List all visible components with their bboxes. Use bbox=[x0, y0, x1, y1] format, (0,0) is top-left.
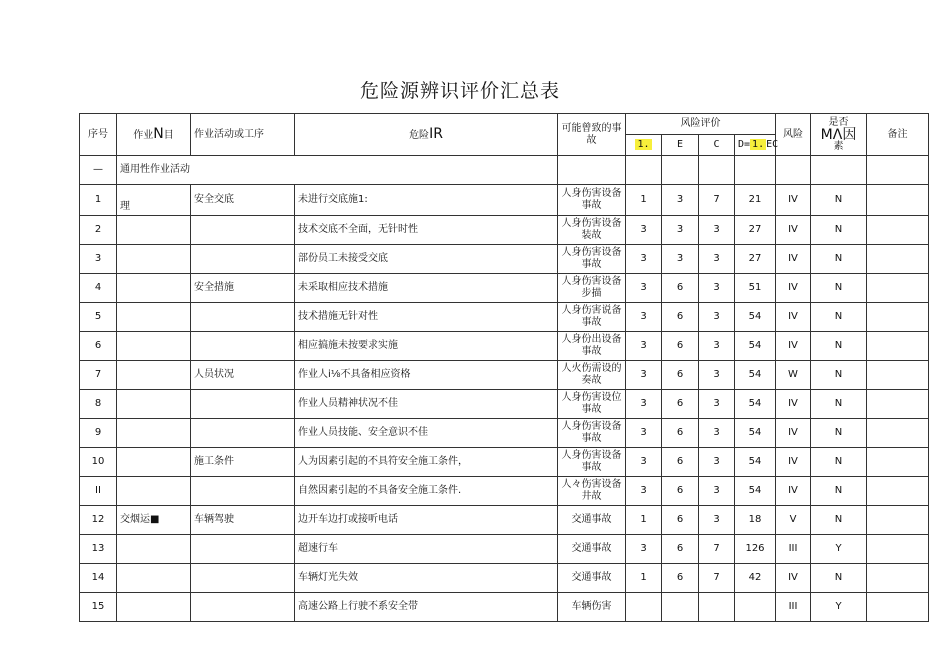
row-l: 3 bbox=[626, 303, 662, 332]
row-major: N bbox=[811, 477, 867, 506]
row-c bbox=[699, 593, 735, 622]
row-activity bbox=[191, 535, 295, 564]
row-activity bbox=[191, 477, 295, 506]
row-activity: 安全措施 bbox=[191, 274, 295, 303]
row-e: 6 bbox=[662, 332, 699, 361]
row-d: 27 bbox=[735, 245, 776, 274]
row-e: 3 bbox=[662, 245, 699, 274]
header-e: E bbox=[662, 135, 699, 156]
row-no: 5 bbox=[80, 303, 117, 332]
row-no: 3 bbox=[80, 245, 117, 274]
row-d: 54 bbox=[735, 332, 776, 361]
row-l: 3 bbox=[626, 535, 662, 564]
row-project bbox=[117, 390, 191, 419]
row-hazard: 作业人员技能、安全意识不佳 bbox=[295, 419, 558, 448]
row-e: 3 bbox=[662, 185, 699, 216]
row-c: 3 bbox=[699, 245, 735, 274]
row-d: 126 bbox=[735, 535, 776, 564]
row-remark bbox=[867, 506, 929, 535]
table-row bbox=[80, 390, 929, 419]
table-row bbox=[80, 303, 929, 332]
row-l: 3 bbox=[626, 274, 662, 303]
row-hazard: 边开车边打或接听电话 bbox=[295, 506, 558, 535]
row-no: 6 bbox=[80, 332, 117, 361]
row-project bbox=[117, 593, 191, 622]
row-e: 6 bbox=[662, 361, 699, 390]
row-major: N bbox=[811, 274, 867, 303]
row-project bbox=[117, 477, 191, 506]
table-row bbox=[80, 274, 929, 303]
table-row bbox=[80, 216, 929, 245]
row-project bbox=[117, 303, 191, 332]
table-row bbox=[80, 419, 929, 448]
row-c: 3 bbox=[699, 390, 735, 419]
row-level: W bbox=[776, 361, 811, 390]
table-row bbox=[80, 361, 929, 390]
row-no: 14 bbox=[80, 564, 117, 593]
row-major: N bbox=[811, 390, 867, 419]
row-l: 1 bbox=[626, 506, 662, 535]
row-d: 54 bbox=[735, 448, 776, 477]
table-row bbox=[80, 593, 929, 622]
row-l: 3 bbox=[626, 477, 662, 506]
row-e: 6 bbox=[662, 506, 699, 535]
row-c: 3 bbox=[699, 216, 735, 245]
row-major: N bbox=[811, 564, 867, 593]
row-project bbox=[117, 245, 191, 274]
header-level: 风险 bbox=[776, 114, 811, 156]
row-level: IV bbox=[776, 185, 811, 216]
row-level: IV bbox=[776, 390, 811, 419]
table-row bbox=[80, 245, 929, 274]
row-remark bbox=[867, 477, 929, 506]
row-major: N bbox=[811, 303, 867, 332]
row-accident: 人身伤害说备事故 bbox=[558, 303, 626, 332]
row-level: V bbox=[776, 506, 811, 535]
row-c: 3 bbox=[699, 361, 735, 390]
row-hazard: 作业人员精神状况不佳 bbox=[295, 390, 558, 419]
row-d: 54 bbox=[735, 390, 776, 419]
row-hazard: 高速公路上行驶不系安全带 bbox=[295, 593, 558, 622]
row-l bbox=[626, 593, 662, 622]
row-accident: 人身伤害设备事故 bbox=[558, 185, 626, 216]
section-label: 通用性作业活动 bbox=[117, 156, 558, 185]
row-activity: 施工条件 bbox=[191, 448, 295, 477]
row-hazard: 未进行交底施1: bbox=[295, 185, 558, 216]
table-row bbox=[80, 506, 929, 535]
row-c: 3 bbox=[699, 303, 735, 332]
row-activity bbox=[191, 390, 295, 419]
row-l: 1 bbox=[626, 564, 662, 593]
row-accident: 车辆伤害 bbox=[558, 593, 626, 622]
row-remark bbox=[867, 332, 929, 361]
row-activity: 人员状况 bbox=[191, 361, 295, 390]
row-d: 54 bbox=[735, 419, 776, 448]
row-accident: 交通事故 bbox=[558, 506, 626, 535]
row-remark bbox=[867, 245, 929, 274]
row-c: 3 bbox=[699, 274, 735, 303]
row-no: 8 bbox=[80, 390, 117, 419]
header-hazard: 危险IR bbox=[295, 114, 558, 156]
row-level: IV bbox=[776, 564, 811, 593]
row-project bbox=[117, 216, 191, 245]
row-major: N bbox=[811, 419, 867, 448]
header-row-top bbox=[80, 114, 929, 135]
row-project bbox=[117, 448, 191, 477]
row-level: IV bbox=[776, 216, 811, 245]
row-activity bbox=[191, 303, 295, 332]
header-no: 序号 bbox=[80, 114, 117, 156]
row-no: 1 bbox=[80, 185, 117, 216]
row-level: III bbox=[776, 593, 811, 622]
table-row bbox=[80, 448, 929, 477]
row-e: 6 bbox=[662, 303, 699, 332]
table-row bbox=[80, 332, 929, 361]
section-dash: — bbox=[80, 156, 117, 185]
header-d: D= 1. EC bbox=[735, 135, 776, 156]
header-l: 1. bbox=[626, 135, 662, 156]
row-major: N bbox=[811, 448, 867, 477]
row-accident: 人身份出设备事故 bbox=[558, 332, 626, 361]
section-row bbox=[80, 156, 929, 185]
row-c: 3 bbox=[699, 477, 735, 506]
row-e: 6 bbox=[662, 419, 699, 448]
row-d: 21 bbox=[735, 185, 776, 216]
row-remark bbox=[867, 419, 929, 448]
row-remark bbox=[867, 390, 929, 419]
header-project: 作业N目 bbox=[117, 114, 191, 156]
row-no: 9 bbox=[80, 419, 117, 448]
row-remark bbox=[867, 448, 929, 477]
row-accident: 交通事故 bbox=[558, 564, 626, 593]
row-remark bbox=[867, 564, 929, 593]
row-project bbox=[117, 274, 191, 303]
row-project: 理 bbox=[117, 185, 191, 216]
row-c: 3 bbox=[699, 419, 735, 448]
row-major: N bbox=[811, 216, 867, 245]
row-remark bbox=[867, 185, 929, 216]
row-activity bbox=[191, 216, 295, 245]
header-c: C bbox=[699, 135, 735, 156]
row-project bbox=[117, 535, 191, 564]
row-remark bbox=[867, 535, 929, 564]
row-c: 3 bbox=[699, 506, 735, 535]
row-remark bbox=[867, 274, 929, 303]
row-remark bbox=[867, 361, 929, 390]
row-level: IV bbox=[776, 477, 811, 506]
row-project bbox=[117, 419, 191, 448]
row-project bbox=[117, 332, 191, 361]
row-major: N bbox=[811, 506, 867, 535]
row-major: N bbox=[811, 185, 867, 216]
row-activity bbox=[191, 593, 295, 622]
row-l: 3 bbox=[626, 245, 662, 274]
table-row bbox=[80, 185, 929, 216]
row-no: 12 bbox=[80, 506, 117, 535]
row-level: IV bbox=[776, 448, 811, 477]
header-remark: 备注 bbox=[867, 114, 929, 156]
row-l: 3 bbox=[626, 332, 662, 361]
row-accident: 人身伤害设备事故 bbox=[558, 245, 626, 274]
row-accident: 人身伤害设备装故 bbox=[558, 216, 626, 245]
row-hazard: 技术措施无针对性 bbox=[295, 303, 558, 332]
row-no: 13 bbox=[80, 535, 117, 564]
table-row bbox=[80, 535, 929, 564]
row-major: N bbox=[811, 361, 867, 390]
row-l: 3 bbox=[626, 448, 662, 477]
row-hazard: 超速行车 bbox=[295, 535, 558, 564]
row-l: 3 bbox=[626, 361, 662, 390]
row-hazard: 自然因素引起的不具备安全施工条件. bbox=[295, 477, 558, 506]
row-major: Y bbox=[811, 593, 867, 622]
row-activity: 安全交底 bbox=[191, 185, 295, 216]
row-e: 3 bbox=[662, 216, 699, 245]
row-l: 3 bbox=[626, 390, 662, 419]
row-hazard: 未采取相应技术措施 bbox=[295, 274, 558, 303]
row-hazard: 技术交底不全面，无针时性 bbox=[295, 216, 558, 245]
row-no: 10 bbox=[80, 448, 117, 477]
row-c: 7 bbox=[699, 535, 735, 564]
row-d: 54 bbox=[735, 477, 776, 506]
row-activity: 车辆驾驶 bbox=[191, 506, 295, 535]
row-major: N bbox=[811, 245, 867, 274]
table-row bbox=[80, 477, 929, 506]
row-hazard: 作业人i⅛不具备相应资格 bbox=[295, 361, 558, 390]
header-major: 是否 MΛ因 素 bbox=[811, 114, 867, 156]
row-hazard: 车辆灯光失效 bbox=[295, 564, 558, 593]
page-title: 危险源辨识评价汇总表 bbox=[359, 80, 560, 102]
row-d: 51 bbox=[735, 274, 776, 303]
row-accident: 人身伤害设位事故 bbox=[558, 390, 626, 419]
row-no: 4 bbox=[80, 274, 117, 303]
row-accident: 交通事故 bbox=[558, 535, 626, 564]
header-accident: 可能曾致的事故 bbox=[558, 114, 626, 156]
row-c: 7 bbox=[699, 564, 735, 593]
row-e: 6 bbox=[662, 274, 699, 303]
row-activity bbox=[191, 419, 295, 448]
row-accident: 人身伤害设备事故 bbox=[558, 419, 626, 448]
row-e: 6 bbox=[662, 390, 699, 419]
row-project bbox=[117, 361, 191, 390]
row-project: 交烟运■ bbox=[117, 506, 191, 535]
row-e: 6 bbox=[662, 448, 699, 477]
header-activity: 作业活动或工序 bbox=[191, 114, 295, 156]
row-hazard: 部份员工未接受交底 bbox=[295, 245, 558, 274]
row-hazard: 人为因素引起的不具符安全施工条件， bbox=[295, 448, 558, 477]
row-d bbox=[735, 593, 776, 622]
row-remark bbox=[867, 303, 929, 332]
row-no: 7 bbox=[80, 361, 117, 390]
row-c: 3 bbox=[699, 332, 735, 361]
table-row bbox=[80, 564, 929, 593]
row-remark bbox=[867, 593, 929, 622]
row-accident: 人身伤害设备事故 bbox=[558, 448, 626, 477]
row-activity bbox=[191, 245, 295, 274]
row-accident: 人身伤害设备步描 bbox=[558, 274, 626, 303]
row-level: IV bbox=[776, 332, 811, 361]
row-c: 7 bbox=[699, 185, 735, 216]
row-activity bbox=[191, 564, 295, 593]
row-e: 6 bbox=[662, 564, 699, 593]
row-accident: 人々伤害设备井故 bbox=[558, 477, 626, 506]
row-major: Y bbox=[811, 535, 867, 564]
row-no: 15 bbox=[80, 593, 117, 622]
hazard-summary-table bbox=[79, 113, 929, 622]
row-level: IV bbox=[776, 245, 811, 274]
header-risk-eval: 风险评价 bbox=[626, 114, 776, 135]
row-e: 6 bbox=[662, 477, 699, 506]
row-remark bbox=[867, 216, 929, 245]
row-e bbox=[662, 593, 699, 622]
row-level: IV bbox=[776, 274, 811, 303]
row-project bbox=[117, 564, 191, 593]
row-l: 3 bbox=[626, 216, 662, 245]
row-major: N bbox=[811, 332, 867, 361]
row-no: 2 bbox=[80, 216, 117, 245]
row-level: III bbox=[776, 535, 811, 564]
row-activity bbox=[191, 332, 295, 361]
row-d: 42 bbox=[735, 564, 776, 593]
row-e: 6 bbox=[662, 535, 699, 564]
row-level: IV bbox=[776, 303, 811, 332]
row-d: 54 bbox=[735, 303, 776, 332]
row-d: 18 bbox=[735, 506, 776, 535]
row-no: II bbox=[80, 477, 117, 506]
row-level: IV bbox=[776, 419, 811, 448]
row-accident: 人火伤需设的奏故 bbox=[558, 361, 626, 390]
row-d: 27 bbox=[735, 216, 776, 245]
row-l: 1 bbox=[626, 185, 662, 216]
row-d: 54 bbox=[735, 361, 776, 390]
row-l: 3 bbox=[626, 419, 662, 448]
row-hazard: 相应搞施未按要求实施 bbox=[295, 332, 558, 361]
row-c: 3 bbox=[699, 448, 735, 477]
